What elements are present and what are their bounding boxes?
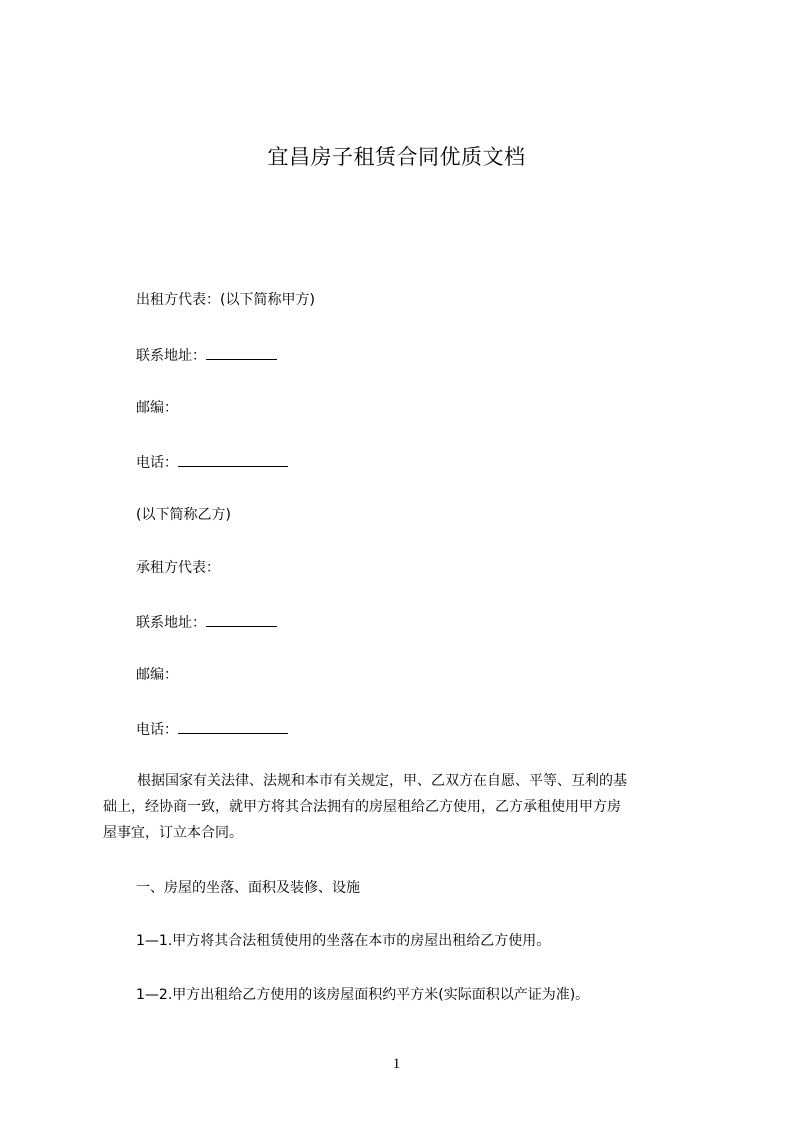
- lessor-address-label: 联系地址：: [136, 348, 206, 364]
- section-1-heading: 一、房屋的坐落、面积及装修、设施: [136, 880, 360, 896]
- lessor-representative-line: [136, 290, 315, 310]
- lessee-phone-line: [136, 718, 288, 740]
- lessor-address-line: [136, 344, 277, 366]
- lessee-representative-line: [136, 558, 220, 578]
- lessee-address-line: [136, 611, 277, 633]
- lessee-address-label: 联系地址：: [136, 615, 206, 631]
- intro-paragraph: [103, 768, 715, 846]
- lessor-phone-label: 电话：: [136, 455, 178, 471]
- lessor-phone-line: [136, 451, 288, 473]
- lessor-phone-blank: [178, 451, 288, 467]
- intro-line: 根据国家有关法律、法规和本市有关规定，甲、乙双方在自愿、平等、互利的基: [137, 773, 627, 789]
- page-number: 1: [392, 1056, 401, 1072]
- lessor-address-blank: [206, 344, 277, 360]
- lessee-abbrev-text: (以下简称乙方): [136, 507, 231, 523]
- lessor-representative-text: 出租方代表：(以下简称甲方): [136, 292, 315, 308]
- intro-line: 础上，经协商一致，就甲方将其合法拥有的房屋租给乙方使用，乙方承租使用甲方房: [103, 799, 621, 815]
- lessor-postcode-label: 邮编：: [136, 400, 178, 416]
- clause-1-1: 1—1.甲方将其合法租赁使用的坐落在本市的房屋出租给乙方使用。: [136, 933, 551, 949]
- lessee-abbrev-line: [136, 505, 231, 525]
- lessee-postcode-label: 邮编：: [136, 667, 178, 683]
- clause-1-2: 1—2.甲方出租给乙方使用的该房屋面积约平方米(实际面积以产证为准)。: [136, 987, 590, 1003]
- intro-line: 屋事宜，订立本合同。: [103, 825, 243, 841]
- document-title: 宜昌房子租赁合同优质文档: [267, 145, 526, 169]
- lessee-representative-text: 承租方代表：: [136, 560, 220, 576]
- lessee-phone-blank: [178, 718, 288, 734]
- lessee-address-blank: [206, 611, 277, 627]
- lessee-phone-label: 电话：: [136, 722, 178, 738]
- lessor-postcode-line: [136, 398, 178, 418]
- lessee-postcode-line: [136, 665, 178, 685]
